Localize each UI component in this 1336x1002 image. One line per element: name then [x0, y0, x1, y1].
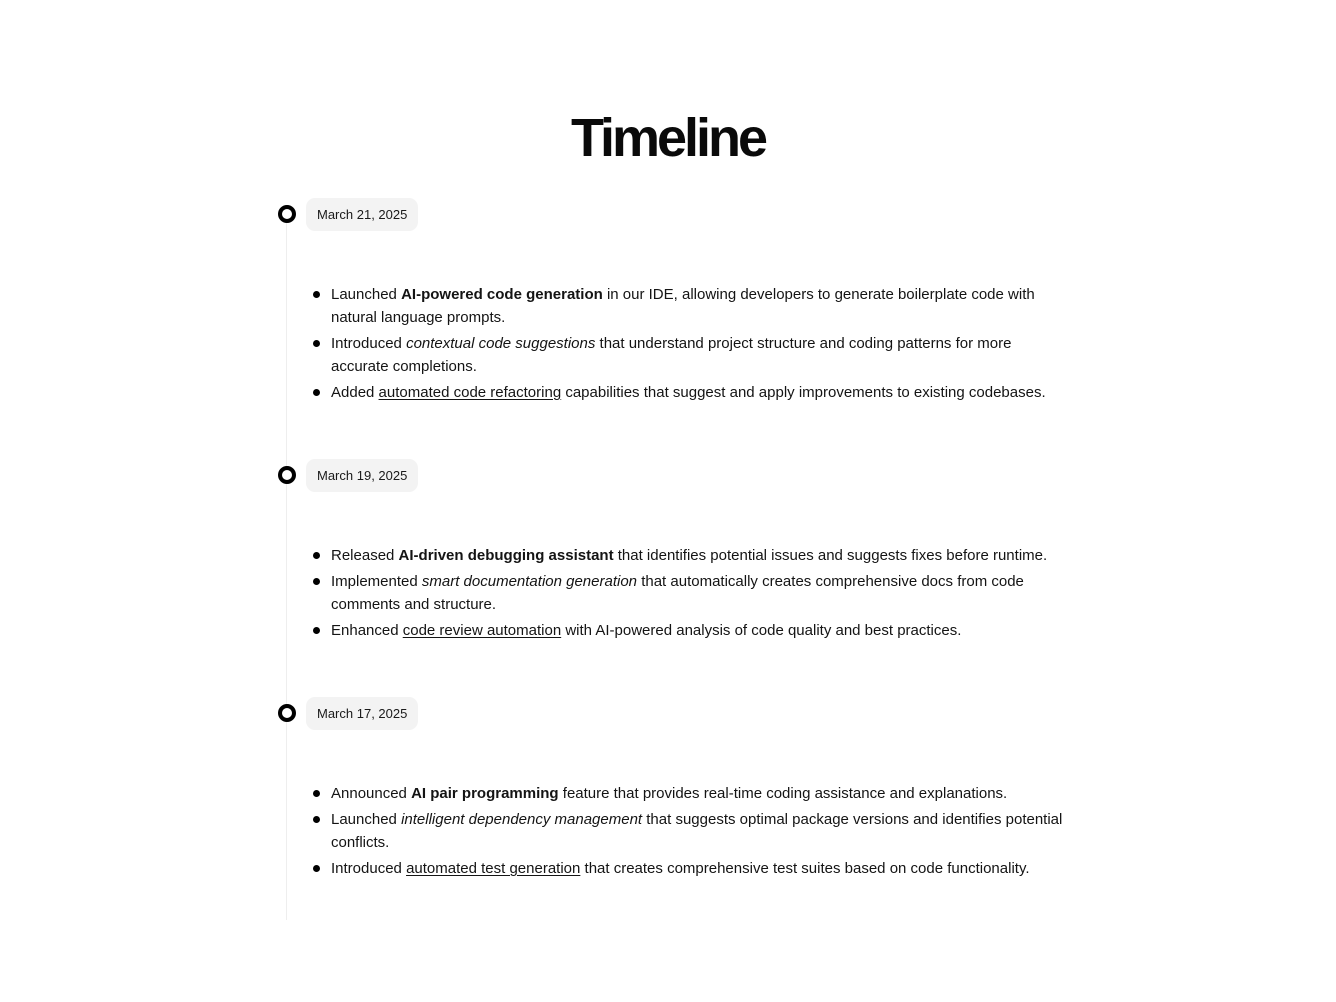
- item-text-post: with AI-powered analysis of code quality and best practices.: [561, 622, 962, 639]
- item-text-pre: Launched: [331, 811, 402, 828]
- item-italic-text: contextual code suggestions: [406, 335, 596, 352]
- item-text-post: that automatically creates comprehensive docs from code comments and structure.: [331, 573, 1024, 613]
- item-text-post: that understand project structure and coding patterns for more accurate completions.: [331, 335, 1012, 375]
- item-text-pre: Announced: [331, 785, 412, 802]
- item-bold-text: AI-powered code generation: [401, 286, 603, 303]
- entry-list: [308, 544, 1068, 645]
- item-text-pre: Introduced: [331, 335, 407, 352]
- list-item: [308, 570, 1068, 616]
- list-item: [308, 544, 1068, 567]
- list-item: [308, 857, 1068, 880]
- item-italic-text: smart documentation generation: [421, 573, 638, 590]
- bullet-icon: [313, 790, 320, 797]
- item-text-post: in our IDE, allowing developers to generate boilerplate code with natural language prompts.: [331, 286, 1035, 326]
- item-bold-text: AI-driven debugging assistant: [398, 547, 614, 564]
- item-text-pre: Implemented: [331, 573, 422, 590]
- page-title: Timeline: [570, 108, 766, 168]
- bullet-icon: [313, 291, 320, 298]
- list-item: [308, 283, 1068, 329]
- bullet-icon: [313, 389, 320, 396]
- item-italic-text: intelligent dependency management: [401, 811, 643, 828]
- list-item: [308, 381, 1068, 404]
- item-text-post: that creates comprehensive test suites based on code functionality.: [580, 860, 1030, 877]
- entry-list: [308, 782, 1068, 883]
- timeline-dot-icon: [278, 205, 296, 223]
- item-underlined-link[interactable]: code review automation: [402, 622, 562, 639]
- item-bold-text: AI pair programming: [411, 785, 559, 802]
- bullet-icon: [313, 865, 320, 872]
- list-item: [308, 808, 1068, 854]
- item-text-pre: Launched: [331, 286, 402, 303]
- item-text-post: that identifies potential issues and suggests fixes before runtime.: [613, 547, 1048, 564]
- timeline-dot-icon: [278, 466, 296, 484]
- item-text-pre: Enhanced: [331, 622, 403, 639]
- list-item: [308, 782, 1068, 805]
- bullet-icon: [313, 552, 320, 559]
- item-text-pre: Added: [331, 384, 379, 401]
- timeline-dot-icon: [278, 704, 296, 722]
- bullet-icon: [313, 816, 320, 823]
- item-underlined-link[interactable]: automated test generation: [406, 860, 581, 877]
- date-badge: March 21, 2025: [306, 198, 418, 231]
- entry-list: [308, 283, 1068, 407]
- list-item: [308, 332, 1068, 378]
- date-badge: March 19, 2025: [306, 459, 418, 492]
- list-item: [308, 619, 1068, 642]
- item-text-pre: Introduced: [331, 860, 407, 877]
- timeline-line: [286, 214, 287, 920]
- item-underlined-link[interactable]: automated code refactoring: [378, 384, 562, 401]
- item-text-post: feature that provides real-time coding assistance and explanations.: [558, 785, 1008, 802]
- timeline: [278, 198, 1078, 920]
- item-text-pre: Released: [331, 547, 399, 564]
- bullet-icon: [313, 340, 320, 347]
- bullet-icon: [313, 627, 320, 634]
- item-text-post: capabilities that suggest and apply improvements to existing codebases.: [561, 384, 1046, 401]
- date-badge: March 17, 2025: [306, 697, 418, 730]
- item-text-post: that suggests optimal package versions and identifies potential conflicts.: [331, 811, 1063, 851]
- bullet-icon: [313, 578, 320, 585]
